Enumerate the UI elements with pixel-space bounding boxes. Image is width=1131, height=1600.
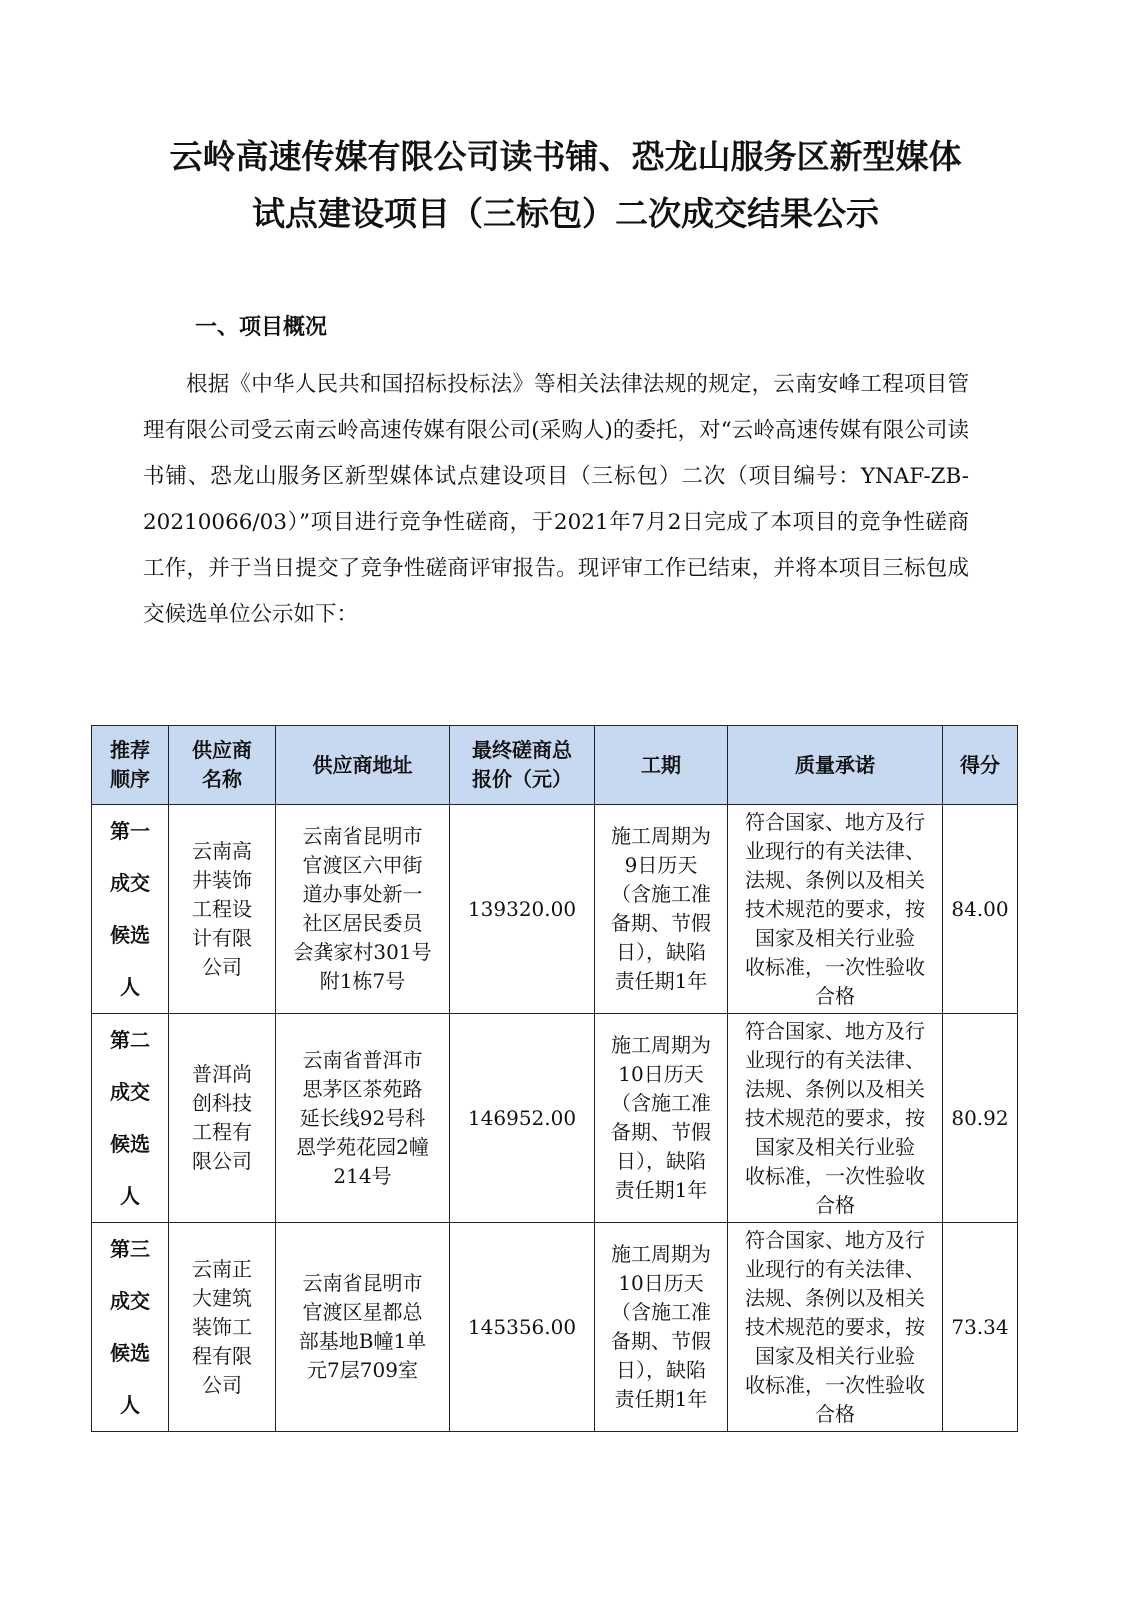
candidates-table xyxy=(91,725,1018,1432)
cell-score: 80.92 xyxy=(943,1014,1018,1223)
cell-address: 云南省普洱市 思茅区茶苑路 延长线92号科 恩学苑花园2幢 214号 xyxy=(276,1014,450,1223)
cell-rank: 第二 成交 候选 人 xyxy=(92,1014,169,1223)
table-header-row xyxy=(92,726,1018,805)
cell-name: 普洱尚 创科技 工程有 限公司 xyxy=(169,1014,276,1223)
cell-price: 146952.00 xyxy=(450,1014,595,1223)
header-quality: 质量承诺 xyxy=(728,726,943,805)
header-score: 得分 xyxy=(943,726,1018,805)
header-address: 供应商地址 xyxy=(276,726,450,805)
header-name: 供应商 名称 xyxy=(169,726,276,805)
header-rank: 推荐 顺序 xyxy=(92,726,169,805)
cell-rank: 第一 成交 候选 人 xyxy=(92,805,169,1014)
cell-address: 云南省昆明市 官渡区六甲街 道办事处新一 社区居民委员 会龚家村301号 附1栋7号 xyxy=(276,805,450,1014)
header-price: 最终磋商总 报价（元） xyxy=(450,726,595,805)
cell-quality: 符合国家、地方及行 业现行的有关法律、 法规、条例以及相关 技术规范的要求，按 国家及相关行业验 收标准，一次性验收 合格 xyxy=(728,1223,943,1432)
cell-address: 云南省昆明市 官渡区星都总 部基地B幢1单 元7层709室 xyxy=(276,1223,450,1432)
document-title: 云岭高速传媒有限公司读书铺、恐龙山服务区新型媒体 试点建设项目（三标包）二次成交结果公示 xyxy=(169,137,962,233)
section-heading: 一、项目概况 xyxy=(195,314,328,340)
cell-price: 145356.00 xyxy=(450,1223,595,1432)
cell-name: 云南正 大建筑 装饰工 程有限 公司 xyxy=(169,1223,276,1432)
cell-score: 84.00 xyxy=(943,805,1018,1014)
overview-paragraph: 根据《中华人民共和国招标投标法》等相关法律法规的规定，云南安峰工程项目管理有限公司受云南云岭高速传媒有限公司(采购人)的委托，对“云岭高速传媒有限公司读书铺、恐龙山服务区新型媒体试点建设项目（三标包）二次（项目编号：YNAF-ZB-20210066/03）”项目进行竞争性磋商，于2021年7月2日完成了本项目的竞争性磋商工作，并于当日提交了竞争性磋商评审报告。现评审工作已结束，并将本项目三标包成交候选单位公示如下： xyxy=(143,372,969,627)
table-row xyxy=(92,805,1018,1014)
cell-rank: 第三 成交 候选 人 xyxy=(92,1223,169,1432)
table-row xyxy=(92,1223,1018,1432)
cell-period: 施工周期为 10日历天 （含施工准 备期、节假 日），缺陷 责任期1年 xyxy=(595,1014,728,1223)
header-period: 工期 xyxy=(595,726,728,805)
cell-price: 139320.00 xyxy=(450,805,595,1014)
cell-score: 73.34 xyxy=(943,1223,1018,1432)
cell-name: 云南高 井装饰 工程设 计有限 公司 xyxy=(169,805,276,1014)
cell-quality: 符合国家、地方及行 业现行的有关法律、 法规、条例以及相关 技术规范的要求，按 国家及相关行业验 收标准，一次性验收 合格 xyxy=(728,805,943,1014)
cell-quality: 符合国家、地方及行 业现行的有关法律、 法规、条例以及相关 技术规范的要求，按 国家及相关行业验 收标准，一次性验收 合格 xyxy=(728,1014,943,1223)
cell-period: 施工周期为 10日历天 （含施工准 备期、节假 日），缺陷 责任期1年 xyxy=(595,1223,728,1432)
table-row xyxy=(92,1014,1018,1223)
cell-period: 施工周期为 9日历天 （含施工准 备期、节假 日），缺陷 责任期1年 xyxy=(595,805,728,1014)
